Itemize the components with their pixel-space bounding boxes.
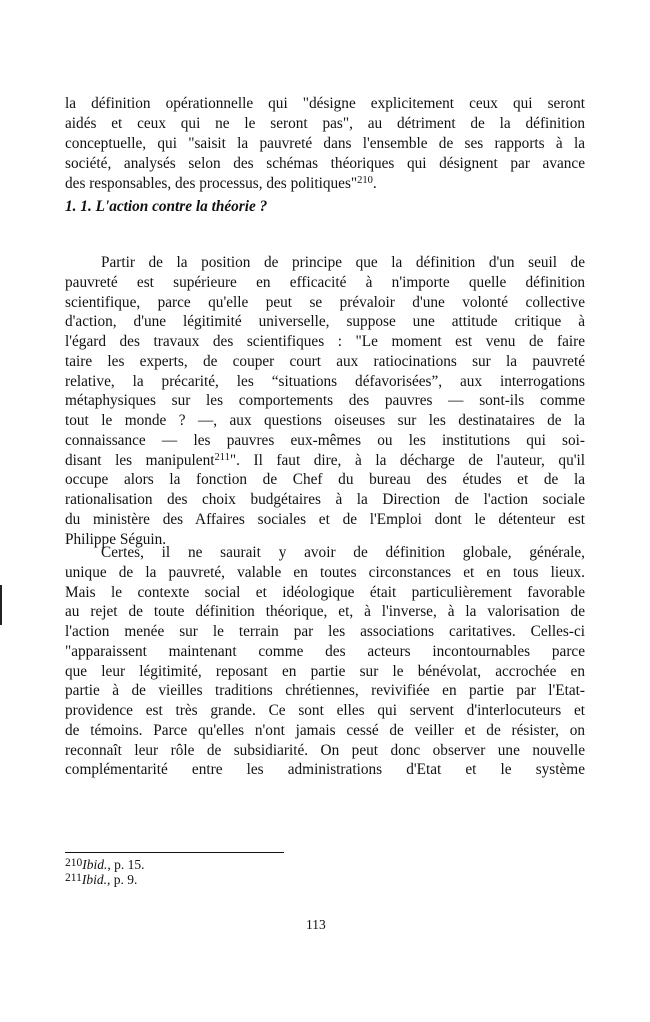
text-segment: occupe alors la fonction de Chef du bureau des études et de la	[65, 471, 585, 489]
footnote-source: Ibid.	[82, 857, 108, 872]
text-line	[65, 681, 585, 701]
text-segment: complémentarité entre les administrations d'Etat et le système	[65, 761, 585, 779]
text-line	[65, 312, 585, 332]
text-segment: partie à de vieilles traditions chrétiennes, revivifiée en partie par l'Etat-	[65, 682, 585, 700]
text-line	[65, 760, 585, 780]
text-segment: connaissance — les pauvres eux-mêmes ou les institutions qui soi-	[65, 431, 585, 449]
text-segment: Mais le contexte social et idéologique était particulièrement favorable	[65, 583, 585, 601]
text-segment: du ministère des Affaires sociales et de l'Emploi dont le détenteur est	[65, 510, 585, 528]
text-segment: la définition opérationnelle qui "désigne explicitement ceux qui seront	[65, 95, 585, 112]
footnote-210	[65, 858, 145, 873]
text-segment: disant les manipulent	[65, 451, 215, 469]
footnote-divider	[65, 852, 284, 853]
text-segment: d'action, d'une légitimité universelle, suppose une attitude critique à	[65, 313, 585, 331]
text-segment: métaphysiques sur les comportements des pauvres — sont-ils comme	[65, 392, 585, 410]
text-line	[65, 662, 585, 682]
text-segment: unique de la pauvreté, valable en toutes circonstances et en tous lieux.	[65, 563, 585, 581]
text-line	[65, 490, 585, 510]
footnotes	[65, 858, 145, 887]
text-segment: "apparaissent maintenant comme des acteurs incontournables parce	[65, 642, 585, 660]
text-line	[65, 94, 585, 114]
text-segment: Certes, il ne saurait y avoir de définition globale, générale,	[101, 544, 585, 561]
text-line	[65, 510, 585, 530]
text-line	[65, 174, 585, 194]
text-line	[65, 583, 585, 603]
text-segment: relative, la précarité, les “situations défavorisées”, aux interrogations	[65, 372, 585, 390]
text-line	[65, 332, 585, 352]
text-segment: .	[372, 175, 377, 192]
text-segment: l'égard des travaux des scientifiques : "Le moment est venu de faire	[65, 333, 585, 350]
text-segment: société, analysés selon des schémas théoriques qui désignent par avance	[65, 155, 585, 172]
text-segment: conceptuelle, qui "saisit la pauvreté dans l'ensemble de ses rapports à la	[65, 135, 585, 152]
footnote-211	[65, 873, 145, 888]
text-line	[65, 741, 585, 761]
text-line	[65, 273, 585, 293]
text-segment: Partir de la position de principe que la définition d'un seuil de	[101, 254, 585, 271]
text-segment: aidés et ceux qui ne le seront pas", au détriment de la définition	[65, 115, 585, 132]
footnote-source: Ibid.	[81, 871, 107, 887]
text-line	[65, 470, 585, 490]
text-segment: scientifique, parce qu'elle peut se prévaloir d'une volonté collective	[65, 293, 585, 311]
text-segment: l'action menée sur le terrain par les associations caritatives. Celles-ci	[65, 623, 585, 640]
text-line	[65, 622, 585, 642]
text-segment: que leur légitimité, reposant en partie sur le bénévolat, accrochée en	[65, 662, 585, 680]
footnote-number: 210	[65, 857, 83, 869]
text-line	[65, 372, 585, 392]
text-line	[65, 154, 585, 174]
text-segment: reconnaît leur rôle de subsidiarité. On peut donc observer une nouvelle	[65, 741, 585, 759]
text-segment: providence est très grande. Ce sont elles qui servent d'interlocuteurs et	[65, 702, 585, 719]
text-segment: Philippe Séguin.	[65, 530, 167, 548]
footnote-marker: 210	[357, 175, 373, 186]
text-line	[65, 134, 585, 154]
text-line	[65, 352, 585, 372]
text-line	[65, 114, 585, 134]
text-line	[65, 253, 585, 273]
text-line	[65, 391, 585, 411]
text-segment: taire les experts, de couper court aux ratiocinations sur la pauvreté	[65, 352, 585, 370]
text-line	[65, 701, 585, 721]
text-segment: pauvreté est supérieure en efficacité à n'importe quelle définition	[65, 273, 585, 291]
text-line	[65, 543, 585, 563]
text-segment: rationalisation des choix budgétaires à la Direction de l'action sociale	[65, 491, 585, 508]
paragraph-2	[65, 253, 585, 549]
text-line	[65, 721, 585, 741]
text-line	[65, 411, 585, 431]
footnote-number: 211	[65, 871, 82, 884]
text-line	[65, 602, 585, 622]
footnote-ref: , p. 15.	[107, 857, 145, 872]
page-number: 113	[306, 917, 326, 932]
text-segment: des responsables, des processus, des politiques"	[65, 175, 358, 192]
section-heading: 1. 1. L'action contre la théorie ?	[65, 198, 268, 215]
text-segment: de témoins. Parce qu'elles n'ont jamais cessé de veiller et de résister, on	[65, 721, 585, 739]
paragraph-1	[65, 94, 585, 194]
text-segment: au rejet de toute définition théorique, et, à l'inverse, à la valorisation de	[65, 603, 585, 621]
text-segment: ". Il faut dire, à la décharge de l'auteur, qu'il	[229, 451, 585, 469]
text-line	[65, 293, 585, 313]
text-line	[65, 563, 585, 583]
text-segment: tout le monde ? —, aux questions oiseuses sur les destinataires de la	[65, 412, 585, 429]
scan-edge-mark	[0, 585, 2, 625]
text-line	[65, 431, 585, 451]
footnote-marker: 211	[214, 451, 230, 463]
paragraph-3	[65, 543, 585, 780]
text-line	[65, 642, 585, 662]
text-line	[65, 451, 585, 471]
footnote-ref: , p. 9.	[106, 871, 138, 887]
